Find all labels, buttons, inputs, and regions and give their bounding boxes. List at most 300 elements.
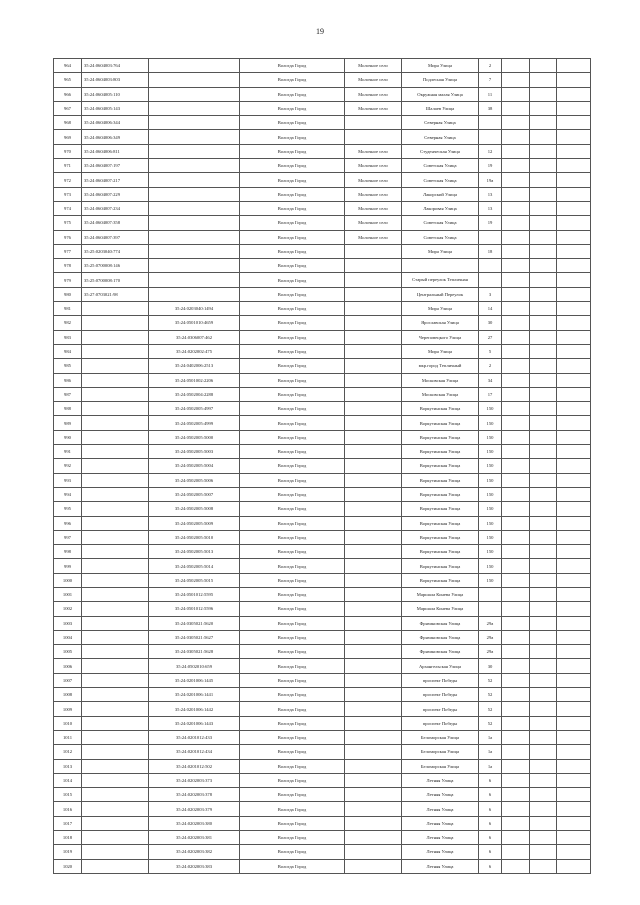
extra-cell-1 [502, 144, 530, 158]
settlement-cell [345, 573, 402, 587]
extra-cell-3 [557, 616, 591, 630]
cadastral-number [82, 730, 149, 744]
extra-cell-3 [557, 387, 591, 401]
extra-cell-1 [502, 244, 530, 258]
city-cell: Вологда Город [240, 373, 345, 387]
house-number-cell [479, 130, 502, 144]
extra-cell-3 [557, 402, 591, 416]
settlement-cell [345, 688, 402, 702]
street-cell: проспект Победы [402, 688, 479, 702]
row-number: 1020 [54, 859, 82, 873]
row-number: 968 [54, 116, 82, 130]
row-number: 991 [54, 445, 82, 459]
house-number-cell: 150 [479, 473, 502, 487]
city-cell: Вологда Город [240, 659, 345, 673]
city-cell: Вологда Город [240, 616, 345, 630]
extra-cell-3 [557, 302, 591, 316]
settlement-cell [345, 487, 402, 501]
house-number-cell: 29а [479, 616, 502, 630]
street-cell: Московская Улица [402, 387, 479, 401]
city-cell: Вологда Город [240, 87, 345, 101]
cadastral-number-room: 35:24:0501012:5595 [149, 587, 240, 601]
table-row [54, 259, 591, 273]
house-number-cell [479, 230, 502, 244]
city-cell: Вологда Город [240, 673, 345, 687]
row-number: 964 [54, 59, 82, 73]
house-number-cell: 30 [479, 316, 502, 330]
cadastral-number-room [149, 73, 240, 87]
city-cell: Вологда Город [240, 73, 345, 87]
street-cell: Воркутинская Улица [402, 516, 479, 530]
cadastral-number-room: 35:24:0501002:2206 [149, 373, 240, 387]
table-row [54, 244, 591, 258]
house-number-cell: 6 [479, 816, 502, 830]
cadastral-number [82, 630, 149, 644]
cadastral-number [82, 445, 149, 459]
extra-cell-3 [557, 173, 591, 187]
table-row [54, 530, 591, 544]
settlement-cell [345, 745, 402, 759]
extra-cell-1 [502, 487, 530, 501]
cadastral-number: 35:25:0700008:146 [82, 259, 149, 273]
street-cell: Окружная малая Улица [402, 87, 479, 101]
city-cell: Вологда Город [240, 716, 345, 730]
extra-cell-3 [557, 259, 591, 273]
cadastral-number-room [149, 273, 240, 287]
extra-cell-1 [502, 702, 530, 716]
cadastral-number-room: 35:24:0502004:2288 [149, 387, 240, 401]
table-row [54, 816, 591, 830]
cadastral-number: 35:24:0604003:803 [82, 73, 149, 87]
extra-cell-3 [557, 344, 591, 358]
extra-cell-3 [557, 730, 591, 744]
settlement-cell: Молочное село [345, 73, 402, 87]
city-cell: Вологда Город [240, 630, 345, 644]
house-number-cell: 150 [479, 573, 502, 587]
cadastral-number-room [149, 130, 240, 144]
extra-cell-1 [502, 602, 530, 616]
table-row [54, 473, 591, 487]
extra-cell-3 [557, 673, 591, 687]
extra-cell-2 [530, 387, 557, 401]
settlement-cell [345, 259, 402, 273]
extra-cell-3 [557, 87, 591, 101]
registry-table [53, 58, 591, 874]
table-row [54, 416, 591, 430]
extra-cell-1 [502, 259, 530, 273]
cadastral-number [82, 702, 149, 716]
row-number: 972 [54, 173, 82, 187]
row-number: 1001 [54, 587, 82, 601]
street-cell: Маршала Конева Улица [402, 587, 479, 601]
extra-cell-3 [557, 287, 591, 301]
street-cell: Воркутинская Улица [402, 530, 479, 544]
cadastral-number-room [149, 116, 240, 130]
cadastral-number-room: 35:24:0203040:1494 [149, 302, 240, 316]
row-number: 987 [54, 387, 82, 401]
house-number-cell: 29а [479, 630, 502, 644]
street-cell: Летняя Улица [402, 802, 479, 816]
extra-cell-3 [557, 459, 591, 473]
cadastral-number-room: 35:24:0502005:4997 [149, 402, 240, 416]
extra-cell-2 [530, 101, 557, 115]
cadastral-number-room: 35:24:0502005:5010 [149, 530, 240, 544]
settlement-cell: Молочное село [345, 216, 402, 230]
extra-cell-1 [502, 559, 530, 573]
cadastral-number-room: 35:24:0202003:382 [149, 845, 240, 859]
cadastral-number-room: 35:24:0202002:475 [149, 344, 240, 358]
extra-cell-2 [530, 402, 557, 416]
extra-cell-1 [502, 116, 530, 130]
row-number: 989 [54, 416, 82, 430]
extra-cell-2 [530, 216, 557, 230]
row-number: 992 [54, 459, 82, 473]
street-cell: Воркутинская Улица [402, 502, 479, 516]
cadastral-number [82, 302, 149, 316]
row-number: 967 [54, 101, 82, 115]
street-cell: Фрязиновская Улица [402, 645, 479, 659]
settlement-cell [345, 587, 402, 601]
settlement-cell [345, 630, 402, 644]
extra-cell-2 [530, 859, 557, 873]
table-row [54, 788, 591, 802]
cadastral-number: 35:24:0604005:143 [82, 101, 149, 115]
extra-cell-3 [557, 144, 591, 158]
settlement-cell: Молочное село [345, 173, 402, 187]
extra-cell-2 [530, 730, 557, 744]
row-number: 1014 [54, 773, 82, 787]
city-cell: Вологда Город [240, 688, 345, 702]
extra-cell-3 [557, 445, 591, 459]
table-row [54, 702, 591, 716]
row-number: 1018 [54, 831, 82, 845]
table-row [54, 173, 591, 187]
row-number: 966 [54, 87, 82, 101]
extra-cell-1 [502, 459, 530, 473]
cadastral-number [82, 459, 149, 473]
table-row [54, 545, 591, 559]
house-number-cell: 19а [479, 173, 502, 187]
city-cell: Вологда Город [240, 216, 345, 230]
house-number-cell: 13 [479, 201, 502, 215]
extra-cell-1 [502, 516, 530, 530]
extra-cell-1 [502, 373, 530, 387]
extra-cell-1 [502, 502, 530, 516]
extra-cell-3 [557, 130, 591, 144]
cadastral-number [82, 659, 149, 673]
house-number-cell: 52 [479, 702, 502, 716]
extra-cell-2 [530, 559, 557, 573]
cadastral-number: 35:24:0604007:197 [82, 159, 149, 173]
row-number: 999 [54, 559, 82, 573]
extra-cell-1 [502, 802, 530, 816]
extra-cell-3 [557, 101, 591, 115]
cadastral-number [82, 330, 149, 344]
house-number-cell: 5 [479, 344, 502, 358]
city-cell: Вологда Город [240, 788, 345, 802]
cadastral-number-room: 35:24:0501010:4659 [149, 316, 240, 330]
cadastral-number: 35:24:0604007:397 [82, 230, 149, 244]
extra-cell-2 [530, 602, 557, 616]
table-row [54, 130, 591, 144]
cadastral-number-room: 35:24:0201006:1443 [149, 716, 240, 730]
row-number: 1011 [54, 730, 82, 744]
extra-cell-2 [530, 673, 557, 687]
extra-cell-2 [530, 487, 557, 501]
cadastral-number [82, 573, 149, 587]
table-row [54, 216, 591, 230]
table-row [54, 659, 591, 673]
row-number: 974 [54, 201, 82, 215]
house-number-cell: 19 [479, 159, 502, 173]
extra-cell-3 [557, 645, 591, 659]
settlement-cell [345, 659, 402, 673]
cadastral-number-room [149, 287, 240, 301]
cadastral-number-room: 35:24:0501012:5596 [149, 602, 240, 616]
extra-cell-3 [557, 802, 591, 816]
row-number: 1017 [54, 816, 82, 830]
settlement-cell: Молочное село [345, 87, 402, 101]
extra-cell-3 [557, 330, 591, 344]
extra-cell-1 [502, 59, 530, 73]
house-number-cell: 52 [479, 688, 502, 702]
city-cell: Вологда Город [240, 587, 345, 601]
cadastral-number [82, 745, 149, 759]
extra-cell-1 [502, 316, 530, 330]
extra-cell-1 [502, 573, 530, 587]
city-cell: Вологда Город [240, 473, 345, 487]
cadastral-number [82, 316, 149, 330]
settlement-cell [345, 559, 402, 573]
street-cell: Воркутинская Улица [402, 459, 479, 473]
settlement-cell [345, 530, 402, 544]
cadastral-number-room: 35:24:0502005:5008 [149, 502, 240, 516]
city-cell: Вологда Город [240, 287, 345, 301]
extra-cell-3 [557, 587, 591, 601]
house-number-cell: 6 [479, 788, 502, 802]
house-number-cell: 150 [479, 516, 502, 530]
street-cell: Советская Улица [402, 173, 479, 187]
cadastral-number [82, 430, 149, 444]
street-cell: Беломорская Улица [402, 745, 479, 759]
city-cell: Вологда Город [240, 545, 345, 559]
settlement-cell [345, 859, 402, 873]
city-cell: Вологда Город [240, 302, 345, 316]
cadastral-number: 35:25:0203040:774 [82, 244, 149, 258]
extra-cell-1 [502, 201, 530, 215]
extra-cell-2 [530, 116, 557, 130]
table-row [54, 673, 591, 687]
cadastral-number-room: 35:24:0502005:5014 [149, 559, 240, 573]
street-cell: Мира Улица [402, 244, 479, 258]
city-cell: Вологда Город [240, 759, 345, 773]
extra-cell-3 [557, 59, 591, 73]
row-number: 993 [54, 473, 82, 487]
cadastral-number-room [149, 187, 240, 201]
city-cell: Вологда Город [240, 402, 345, 416]
table-row [54, 773, 591, 787]
settlement-cell: Молочное село [345, 59, 402, 73]
street-cell: мкр.город Тепличный [402, 359, 479, 373]
extra-cell-3 [557, 545, 591, 559]
extra-cell-1 [502, 359, 530, 373]
settlement-cell [345, 816, 402, 830]
extra-cell-1 [502, 659, 530, 673]
street-cell: Советская Улица [402, 230, 479, 244]
cadastral-number-room: 35:24:0202003:379 [149, 802, 240, 816]
row-number: 1002 [54, 602, 82, 616]
extra-cell-2 [530, 516, 557, 530]
extra-cell-2 [530, 616, 557, 630]
house-number-cell: 12 [479, 144, 502, 158]
cadastral-number-room: 35:24:0502005:5006 [149, 473, 240, 487]
extra-cell-3 [557, 244, 591, 258]
city-cell: Вологда Город [240, 259, 345, 273]
street-cell: Воркутинская Улица [402, 445, 479, 459]
extra-cell-2 [530, 73, 557, 87]
extra-cell-3 [557, 273, 591, 287]
table-row [54, 716, 591, 730]
cadastral-number-room [149, 173, 240, 187]
street-cell: Летняя Улица [402, 788, 479, 802]
extra-cell-2 [530, 716, 557, 730]
row-number: 1007 [54, 673, 82, 687]
extra-cell-1 [502, 530, 530, 544]
extra-cell-1 [502, 859, 530, 873]
cadastral-number-room: 35:24:0402006:2513 [149, 359, 240, 373]
extra-cell-1 [502, 187, 530, 201]
extra-cell-3 [557, 502, 591, 516]
cadastral-number: 35:24:0604003:764 [82, 59, 149, 73]
street-cell: Советская Улица [402, 216, 479, 230]
cadastral-number: 35:24:0604006:811 [82, 144, 149, 158]
settlement-cell: Молочное село [345, 159, 402, 173]
extra-cell-1 [502, 344, 530, 358]
street-cell: Студенческая Улица [402, 144, 479, 158]
city-cell: Вологда Город [240, 602, 345, 616]
settlement-cell [345, 402, 402, 416]
table-row [54, 330, 591, 344]
row-number: 996 [54, 516, 82, 530]
table-row [54, 273, 591, 287]
table-row [54, 487, 591, 501]
extra-cell-1 [502, 402, 530, 416]
settlement-cell: Молочное село [345, 230, 402, 244]
table-row [54, 630, 591, 644]
city-cell: Вологда Город [240, 101, 345, 115]
extra-cell-2 [530, 287, 557, 301]
row-number: 977 [54, 244, 82, 258]
cadastral-number [82, 688, 149, 702]
extra-cell-2 [530, 59, 557, 73]
cadastral-number-room: 35:24:0202003:380 [149, 816, 240, 830]
house-number-cell [479, 259, 502, 273]
row-number: 990 [54, 430, 82, 444]
extra-cell-1 [502, 773, 530, 787]
cadastral-number-room: 35:24:0305021:5627 [149, 630, 240, 644]
table-row [54, 302, 591, 316]
settlement-cell [345, 130, 402, 144]
street-cell: Летняя Улица [402, 816, 479, 830]
cadastral-number [82, 673, 149, 687]
extra-cell-2 [530, 688, 557, 702]
extra-cell-3 [557, 316, 591, 330]
settlement-cell [345, 673, 402, 687]
cadastral-number [82, 387, 149, 401]
cadastral-number: 35:24:0604007:229 [82, 187, 149, 201]
cadastral-number: 35:24:0604007:217 [82, 173, 149, 187]
extra-cell-1 [502, 73, 530, 87]
street-cell: Воркутинская Улица [402, 573, 479, 587]
table-row [54, 802, 591, 816]
street-cell: Лакоровая Улица [402, 201, 479, 215]
row-number: 1015 [54, 788, 82, 802]
city-cell: Вологда Город [240, 459, 345, 473]
row-number: 969 [54, 130, 82, 144]
cadastral-number-room: 35:24:0502005:5013 [149, 545, 240, 559]
cadastral-number: 35:24:0604007:358 [82, 216, 149, 230]
house-number-cell: 52 [479, 716, 502, 730]
cadastral-number [82, 802, 149, 816]
row-number: 997 [54, 530, 82, 544]
house-number-cell: 19 [479, 216, 502, 230]
extra-cell-2 [530, 316, 557, 330]
cadastral-number [82, 559, 149, 573]
row-number: 1009 [54, 702, 82, 716]
cadastral-number-room: 35:24:0202003:373 [149, 773, 240, 787]
settlement-cell [345, 359, 402, 373]
cadastral-number: 35:24:0604006:344 [82, 116, 149, 130]
table-row [54, 359, 591, 373]
cadastral-number [82, 516, 149, 530]
extra-cell-3 [557, 788, 591, 802]
settlement-cell [345, 316, 402, 330]
settlement-cell [345, 616, 402, 630]
city-cell: Вологда Город [240, 330, 345, 344]
cadastral-number-room: 35:24:0201006:1445 [149, 673, 240, 687]
house-number-cell: 1а [479, 745, 502, 759]
cadastral-number [82, 373, 149, 387]
table-row [54, 430, 591, 444]
house-number-cell: 150 [479, 402, 502, 416]
table-row [54, 402, 591, 416]
extra-cell-2 [530, 373, 557, 387]
house-number-cell: 2 [479, 59, 502, 73]
city-cell: Вологда Город [240, 530, 345, 544]
extra-cell-2 [530, 344, 557, 358]
extra-cell-1 [502, 387, 530, 401]
cadastral-number [82, 530, 149, 544]
cadastral-number: 35:27:0703021:98 [82, 287, 149, 301]
extra-cell-3 [557, 473, 591, 487]
extra-cell-1 [502, 130, 530, 144]
street-cell: Фрязиновская Улица [402, 616, 479, 630]
row-number: 983 [54, 330, 82, 344]
table-row [54, 445, 591, 459]
extra-cell-2 [530, 545, 557, 559]
house-number-cell: 150 [479, 530, 502, 544]
cadastral-number-room: 35:24:0201006:1441 [149, 688, 240, 702]
cadastral-number-room [149, 144, 240, 158]
house-number-cell [479, 587, 502, 601]
cadastral-number-room: 35:24:0502005:5003 [149, 445, 240, 459]
house-number-cell: 150 [479, 487, 502, 501]
street-cell: Шалаев Улица [402, 101, 479, 115]
city-cell: Вологда Город [240, 773, 345, 787]
house-number-cell: 1а [479, 730, 502, 744]
house-number-cell: 1а [479, 759, 502, 773]
settlement-cell [345, 330, 402, 344]
